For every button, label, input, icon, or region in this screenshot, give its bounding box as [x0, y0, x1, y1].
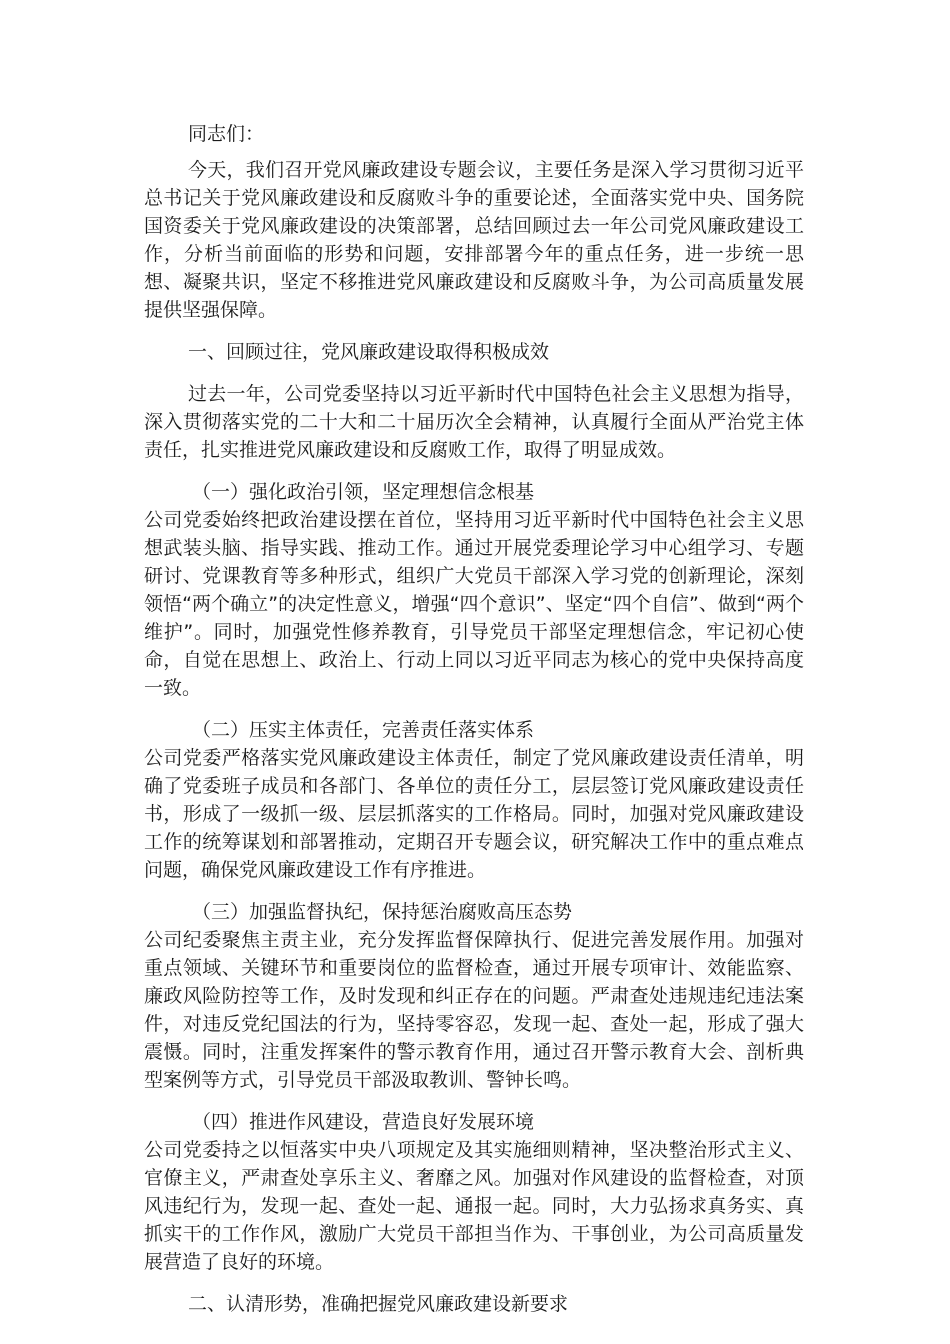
salutation: 同志们：	[188, 123, 265, 145]
subsection-3-body: 公司纪委聚焦主责主业，充分发挥监督保障执行、促进完善发展作用。加强对重点领域、关键环节和重要岗位的监督检查，通过开展专项审计、效能监察、廉政风险防控等工作，及时发现和纠正存在的问题。严肃查处违规违纪违法案件，对违反党纪国法的行为，坚持零容忍，发现一起、查处一起，形成了强大震慑。同时，注重发挥案件的警示教育作用，通过召开警示教育大会、剖析典型案例等方式，引导党员干部汲取教训、警钟长鸣。	[144, 929, 804, 1091]
section-2-heading: 二、认清形势，准确把握党风廉政建设新要求	[188, 1293, 569, 1315]
intro-paragraph: 今天，我们召开党风廉政建设专题会议，主要任务是深入学习贯彻习近平总书记关于党风廉政建设和反腐败斗争的重要论述，全面落实党中央、国务院国资委关于党风廉政建设的决策部署，总结回顾过去一年公司党风廉政建设工作，分析当前面临的形势和问题，安排部署今年的重点任务，进一步统一思想、凝聚共识，坚定不移推进党风廉政建设和反腐败斗争，为公司高质量发展提供坚强保障。	[144, 159, 804, 321]
subsection-3-title: （三）加强监督执纪，保持惩治腐败高压态势	[192, 901, 573, 923]
subsection-2-body: 公司党委严格落实党风廉政建设主体责任，制定了党风廉政建设责任清单，明确了党委班子成员和各部门、各单位的责任分工，层层签订党风廉政建设责任书，形成了一级抓一级、层层抓落实的工作格局。同时，加强对党风廉政建设工作的统筹谋划和部署推动，定期召开专题会议，研究解决工作中的重点难点问题，确保党风廉政建设工作有序推进。	[144, 747, 804, 881]
subsection-4-body: 公司党委持之以恒落实中央八项规定及其实施细则精神，坚决整治形式主义、官僚主义，严肃查处享乐主义、奢靡之风。加强对作风建设的监督检查，对顶风违纪行为，发现一起、查处一起、通报一起。同时，大力弘扬求真务实、真抓实干的工作作风，激励广大党员干部担当作为、干事创业，为公司高质量发展营造了良好的环境。	[144, 1139, 804, 1273]
subsection-1-title: （一）强化政治引领，坚定理想信念根基	[192, 481, 535, 503]
subsection-1-body: 公司党委始终把政治建设摆在首位，坚持用习近平新时代中国特色社会主义思想武装头脑、指导实践、推动工作。通过开展党委理论学习中心组学习、专题研讨、党课教育等多种形式，组织广大党员干部深入学习党的创新理论，深刻领悟“两个确立”的决定性意义，增强“四个意识”、坚定“四个自信”、做到“两个维护”。同时，加强党性修养教育，引导党员干部坚定理想信念，牢记初心使命，自觉在思想上、政治上、行动上同以习近平同志为核心的党中央保持高度一致。	[144, 509, 804, 699]
section-1-heading: 一、回顾过往，党风廉政建设取得积极成效	[188, 341, 550, 363]
subsection-4-title: （四）推进作风建设，营造良好发展环境	[192, 1111, 535, 1133]
section-1-lead-paragraph: 过去一年，公司党委坚持以习近平新时代中国特色社会主义思想为指导，深入贯彻落实党的二十大和二十届历次全会精神，认真履行全面从严治党主体责任，扎实推进党风廉政建设和反腐败工作，取得了明显成效。	[144, 383, 804, 461]
subsection-2-title: （二）压实主体责任，完善责任落实体系	[192, 719, 535, 741]
document-page	[144, 120, 804, 1318]
